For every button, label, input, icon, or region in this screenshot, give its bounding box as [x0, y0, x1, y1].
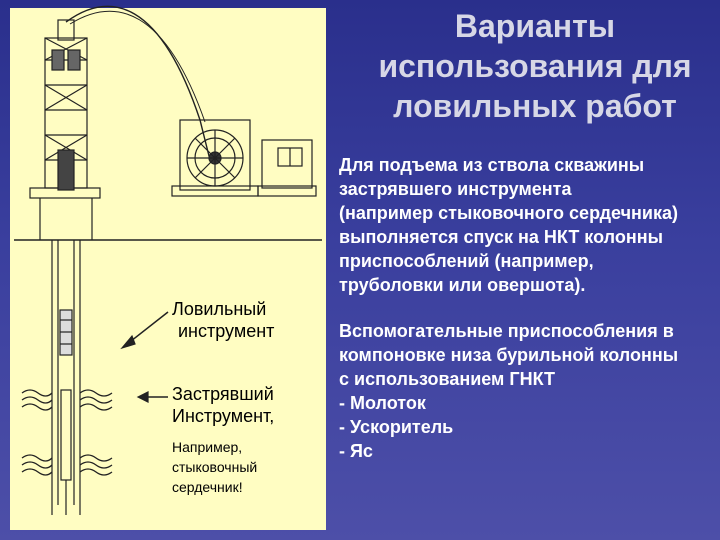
- title-line: ловильных работ: [393, 88, 677, 124]
- text-line: Вспомогательные приспособления в: [339, 321, 674, 341]
- label-stuck-tool: [172, 383, 274, 427]
- control-cabin: [258, 140, 316, 196]
- paragraph-auxiliary-tools: [339, 319, 678, 463]
- reel: [172, 120, 258, 196]
- arrow-stuck-tool: [138, 392, 168, 402]
- slide-title: [360, 6, 710, 126]
- list-item: - Молоток: [339, 393, 426, 413]
- list-item: - Яс: [339, 441, 373, 461]
- arrow-fishing-tool: [122, 312, 168, 348]
- title-line: Варианты: [454, 8, 616, 44]
- text-line: Для подъема из ствола скважины: [339, 155, 645, 175]
- text-line: с использованием ГНКТ: [339, 369, 555, 389]
- text-line: выполняется спуск на НКТ колонны: [339, 227, 663, 247]
- rig-mast: [30, 20, 100, 240]
- label-fishing-tool-line2: инструмент: [178, 321, 275, 341]
- label-example-line1: Например,: [172, 439, 243, 455]
- text-line: труболовки или овершота).: [339, 275, 586, 295]
- list-item: - Ускоритель: [339, 417, 454, 437]
- label-example-line2: стыковочный: [172, 459, 258, 475]
- text-line: компоновке низа бурильной колонны: [339, 345, 679, 365]
- text-line: застрявшего инструмента: [339, 179, 572, 199]
- label-fishing-tool: [172, 298, 274, 342]
- label-stuck-tool-line1: Застрявший: [172, 384, 274, 404]
- label-example-line3: сердечник!: [172, 479, 243, 495]
- label-example: [172, 437, 257, 497]
- well-casing: [52, 240, 80, 515]
- perforations: [22, 390, 112, 475]
- title-line: использования для: [378, 48, 692, 84]
- text-line: приспособлений (например,: [339, 251, 594, 271]
- label-stuck-tool-line2: Инструмент,: [172, 406, 275, 426]
- text-line: (например стыковочного сердечника): [339, 203, 679, 223]
- label-fishing-tool-line1: Ловильный: [172, 299, 267, 319]
- paragraph-lifting: [339, 153, 678, 297]
